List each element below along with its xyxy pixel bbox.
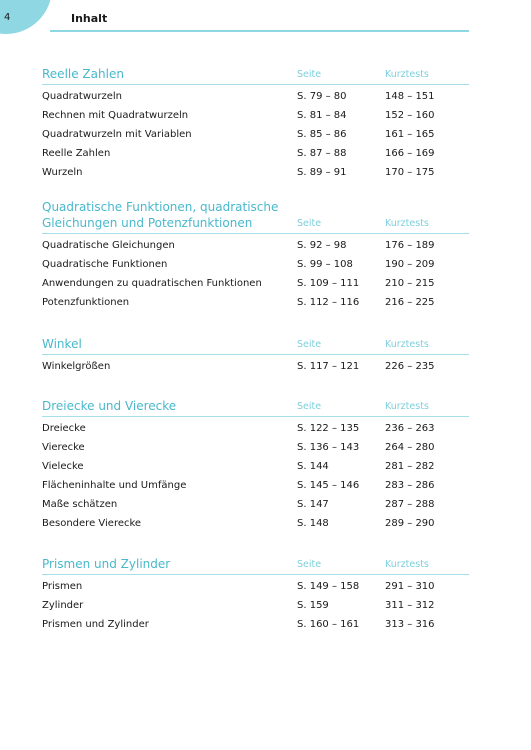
toc-row <box>42 476 469 495</box>
topic-label: Quadratwurzeln <box>42 91 122 102</box>
toc-section <box>42 336 469 376</box>
toc-row <box>42 293 469 312</box>
page-range: S. 148 <box>297 518 329 529</box>
section-divider <box>42 416 469 417</box>
topic-label: Quadratische Gleichungen <box>42 240 175 251</box>
column-header-seite: Seite <box>297 218 322 229</box>
topic-label: Zylinder <box>42 600 84 611</box>
kurztest-range: 236 – 263 <box>385 423 435 434</box>
topic-label: Prismen <box>42 581 83 592</box>
page-range: S. 109 – 111 <box>297 278 360 289</box>
topic-label: Dreiecke <box>42 423 86 434</box>
kurztest-range: 166 – 169 <box>385 148 435 159</box>
section-divider <box>42 574 469 575</box>
kurztest-range: 226 – 235 <box>385 361 435 372</box>
topic-label: Vierecke <box>42 442 85 453</box>
column-header-kurztests: Kurztests <box>385 69 429 80</box>
kurztest-range: 287 – 288 <box>385 499 435 510</box>
topic-label: Besondere Vierecke <box>42 518 142 529</box>
page-title: Inhalt <box>71 12 108 25</box>
topic-label: Vielecke <box>42 461 84 472</box>
section-header <box>42 556 469 572</box>
toc-row <box>42 357 469 376</box>
page-range: S. 85 – 86 <box>297 129 347 140</box>
toc-section <box>42 199 469 312</box>
section-title: Dreiecke und Vierecke <box>42 399 177 413</box>
toc-row <box>42 514 469 533</box>
page-range: S. 147 <box>297 499 329 510</box>
toc-row <box>42 163 469 182</box>
page-range: S. 99 – 108 <box>297 259 353 270</box>
page-range: S. 87 – 88 <box>297 148 347 159</box>
kurztest-range: 283 – 286 <box>385 480 435 491</box>
column-header-seite: Seite <box>297 69 322 80</box>
section-divider <box>42 84 469 85</box>
kurztest-range: 313 – 316 <box>385 619 435 630</box>
page-range: S. 81 – 84 <box>297 110 347 121</box>
kurztest-range: 289 – 290 <box>385 518 435 529</box>
kurztest-range: 161 – 165 <box>385 129 435 140</box>
kurztest-range: 148 – 151 <box>385 91 435 102</box>
topic-label: Anwendungen zu quadratischen Funktionen <box>42 278 262 289</box>
toc-section <box>42 66 469 182</box>
section-header <box>42 66 469 82</box>
topic-label: Winkelgrößen <box>42 361 111 372</box>
column-header-seite: Seite <box>297 339 322 350</box>
toc-section <box>42 556 469 634</box>
section-title: Gleichungen und Potenzfunktionen <box>42 216 253 230</box>
section-header <box>42 336 469 352</box>
toc-row <box>42 144 469 163</box>
toc-row <box>42 274 469 293</box>
topic-label: Maße schätzen <box>42 499 118 510</box>
page-range: S. 112 – 116 <box>297 297 360 308</box>
page-range: S. 122 – 135 <box>297 423 360 434</box>
page-range: S. 79 – 80 <box>297 91 347 102</box>
topic-label: Prismen und Zylinder <box>42 619 149 630</box>
kurztest-range: 176 – 189 <box>385 240 435 251</box>
section-header <box>42 398 469 414</box>
header-divider <box>50 30 469 32</box>
topic-label: Quadratische Funktionen <box>42 259 168 270</box>
section-title: Prismen und Zylinder <box>42 557 171 571</box>
topic-label: Rechnen mit Quadratwurzeln <box>42 110 189 121</box>
page-range: S. 144 <box>297 461 329 472</box>
topic-label: Potenzfunktionen <box>42 297 130 308</box>
page-range: S. 117 – 121 <box>297 361 360 372</box>
page-range: S. 89 – 91 <box>297 167 347 178</box>
topic-label: Wurzeln <box>42 167 83 178</box>
page-range: S. 160 – 161 <box>297 619 360 630</box>
kurztest-range: 216 – 225 <box>385 297 435 308</box>
topic-label: Quadratwurzeln mit Variablen <box>42 129 192 140</box>
kurztest-range: 170 – 175 <box>385 167 435 178</box>
toc-row <box>42 125 469 144</box>
column-header-kurztests: Kurztests <box>385 339 429 350</box>
toc-row <box>42 438 469 457</box>
section-title: Winkel <box>42 337 82 351</box>
toc-row <box>42 457 469 476</box>
section-header <box>42 199 469 231</box>
toc-row <box>42 577 469 596</box>
page-range: S. 136 – 143 <box>297 442 360 453</box>
kurztest-range: 210 – 215 <box>385 278 435 289</box>
toc-row <box>42 106 469 125</box>
section-divider <box>42 233 469 234</box>
kurztest-range: 281 – 282 <box>385 461 435 472</box>
kurztest-range: 264 – 280 <box>385 442 435 453</box>
kurztest-range: 152 – 160 <box>385 110 435 121</box>
column-header-kurztests: Kurztests <box>385 401 429 412</box>
page-range: S. 92 – 98 <box>297 240 347 251</box>
toc-row <box>42 419 469 438</box>
toc-row <box>42 495 469 514</box>
page-number: 4 <box>4 12 11 23</box>
column-header-seite: Seite <box>297 401 322 412</box>
kurztest-range: 291 – 310 <box>385 581 435 592</box>
toc-row <box>42 615 469 634</box>
toc-row <box>42 87 469 106</box>
section-title: Quadratische Funktionen, quadratische <box>42 200 279 214</box>
page-range: S. 149 – 158 <box>297 581 360 592</box>
toc-section <box>42 398 469 533</box>
section-divider <box>42 354 469 355</box>
toc-row <box>42 236 469 255</box>
column-header-kurztests: Kurztests <box>385 559 429 570</box>
toc-row <box>42 596 469 615</box>
toc-row <box>42 255 469 274</box>
page-range: S. 145 – 146 <box>297 480 360 491</box>
page-range: S. 159 <box>297 600 329 611</box>
kurztest-range: 190 – 209 <box>385 259 435 270</box>
section-title: Reelle Zahlen <box>42 67 124 81</box>
column-header-seite: Seite <box>297 559 322 570</box>
kurztest-range: 311 – 312 <box>385 600 435 611</box>
topic-label: Flächeninhalte und Umfänge <box>42 480 187 491</box>
column-header-kurztests: Kurztests <box>385 218 429 229</box>
topic-label: Reelle Zahlen <box>42 148 111 159</box>
